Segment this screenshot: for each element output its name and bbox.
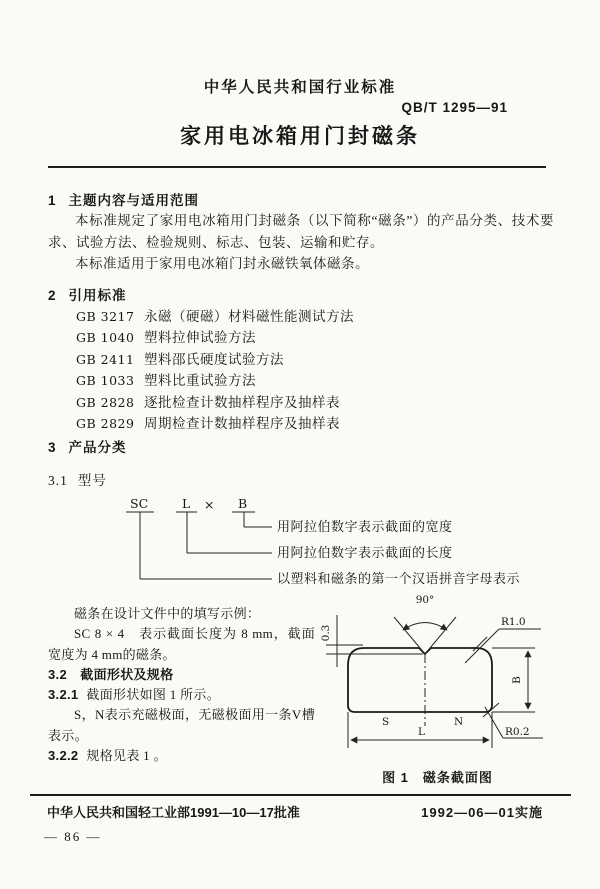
bottom-radius-label: R0.2: [505, 726, 530, 738]
example-body: SC 8 × 4 表示截面长度为 8 mm，截面宽度为 4 mm的磁条。: [48, 626, 315, 662]
subsection-3-2-heading: [48, 665, 315, 685]
page-number: — 86 —: [44, 829, 102, 844]
list-item: [76, 306, 354, 327]
cross-section-figure: [315, 585, 585, 765]
model-desc-length: 用阿拉伯数字表示截面的长度: [277, 545, 453, 560]
standard-code: GB 1033: [76, 373, 135, 389]
top-radius-label: R1.0: [501, 616, 526, 628]
subsection-3-2-number: 3.2: [48, 666, 67, 682]
standard-title: 逐批检查计数抽样程序及抽样表: [144, 394, 340, 410]
standard-title: 塑料邵氏硬度试验方法: [144, 351, 284, 367]
section-1-paragraph-2: 本标准适用于家用电冰箱门封永磁铁氧体磁条。: [75, 256, 369, 271]
figure-caption: [315, 767, 560, 786]
subsection-3-1-title: 型号: [77, 473, 107, 488]
pole-face-note: S，N表示充磁极面，无磁极面用一条V槽表示。: [48, 707, 315, 743]
south-pole-label: S: [382, 716, 390, 728]
subsection-3-2-1: [48, 685, 315, 705]
title-divider-rule: [48, 166, 546, 168]
standard-code: GB 2829: [76, 415, 135, 431]
section-3-title: 产品分类: [68, 440, 127, 455]
length-dim-label: L: [418, 726, 425, 738]
standard-code: GB 3217: [76, 309, 135, 324]
figure-caption-number: 图 1: [382, 770, 409, 785]
model-desc-width: 用阿拉伯数字表示截面的宽度: [277, 519, 453, 534]
section-1-title: 主题内容与适用范围: [68, 193, 200, 208]
height-dim-label: B: [511, 676, 523, 684]
subsection-3-2-2-text: 规格见表 1 。: [86, 748, 167, 764]
model-code-b: B: [238, 496, 248, 511]
subsection-3-2-1-text: 截面形状如图 1 所示。: [86, 687, 221, 703]
subsection-3-1-number: 3.1: [48, 473, 68, 488]
section-2-heading: [48, 284, 127, 304]
section-1-number: 1: [48, 193, 57, 208]
approval-statement: 中华人民共和国轻工业部1991—10—17批准: [47, 805, 300, 820]
standard-type-heading: 中华人民共和国行业标准: [203, 79, 397, 96]
model-designation-diagram: [0, 492, 600, 594]
subsection-3-1-heading: [48, 469, 107, 489]
subsection-3-2-2: [48, 746, 315, 766]
groove-angle-label: 90°: [415, 594, 435, 606]
subsection-3-2-2-number: 3.2.2: [48, 748, 79, 764]
multiply-sign: ×: [204, 497, 215, 512]
model-desc-prefix: 以塑料和磁条的第一个汉语拼音字母表示: [277, 571, 521, 586]
list-item: [76, 392, 354, 413]
section-2-number: 2: [48, 288, 57, 303]
list-item: [76, 370, 354, 391]
groove-depth-label: 0.3: [320, 624, 332, 642]
page-title: 家用电冰箱用门封磁条: [180, 125, 420, 148]
implementation-date: 1992—06—01实施: [421, 805, 543, 820]
section-3-2-text-column: [48, 604, 315, 766]
standard-title: 周期检查计数抽样程序及抽样表: [144, 415, 340, 431]
list-item: [76, 327, 354, 348]
standard-code: GB 2411: [76, 351, 135, 367]
figure-caption-title: 磁条截面图: [422, 770, 493, 785]
section-3-number: 3: [48, 440, 57, 455]
standard-number: QB/T 1295—91: [401, 100, 508, 115]
list-item: [76, 413, 354, 434]
subsection-3-2-title: 截面形状及规格: [80, 666, 174, 682]
example-intro: 磁条在设计文件中的填写示例：: [74, 606, 261, 621]
footer-divider-rule: [30, 794, 571, 796]
standard-title: 塑料比重试验方法: [144, 373, 256, 389]
standard-title: 永磁（硬磁）材料磁性能测试方法: [144, 309, 354, 324]
section-1-heading: [48, 189, 199, 209]
referenced-standards-list: [76, 306, 354, 434]
north-pole-label: N: [454, 716, 464, 728]
subsection-3-2-1-number: 3.2.1: [48, 687, 79, 703]
standard-title: 塑料拉伸试验方法: [144, 330, 256, 346]
section-1-paragraph-1: 本标准规定了家用电冰箱用门封磁条（以下简称“磁条”）的产品分类、技术要求、试验方法、检验规则、标志、包装、运输和贮存。: [48, 213, 554, 250]
model-code-sc: SC: [130, 496, 149, 511]
standard-code: GB 2828: [76, 394, 135, 410]
section-3-heading: [48, 436, 127, 456]
list-item: [76, 349, 354, 370]
model-code-l: L: [182, 496, 191, 511]
standard-code: GB 1040: [76, 330, 135, 346]
section-2-title: 引用标准: [68, 288, 127, 303]
